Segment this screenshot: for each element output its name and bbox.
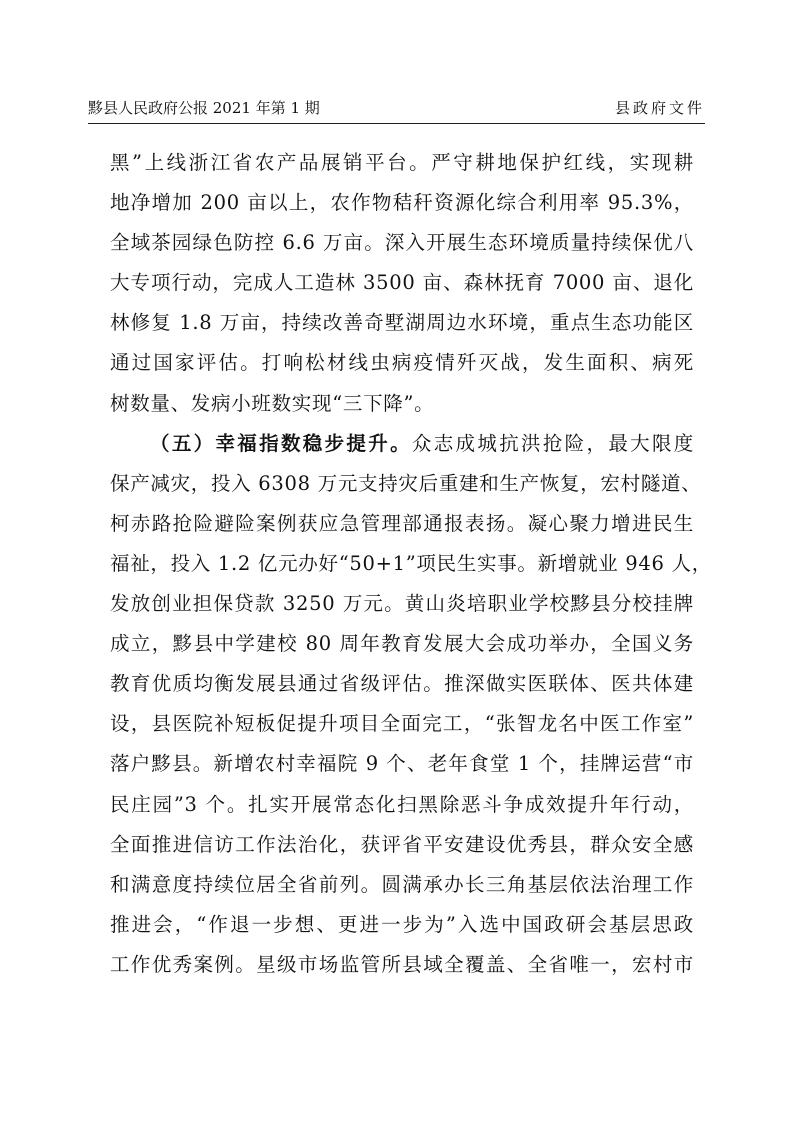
text-line: 黑”上线浙江省农产品展销平台。严守耕地保护红线，实现耕: [110, 151, 694, 174]
bulletin-title: 黟县人民政府公报 2021 年第 1 期: [88, 99, 320, 117]
section-heading-rest: 众志成城抗洪抢险，最大限度: [411, 431, 694, 455]
header-rule: [88, 123, 705, 124]
text-line: 林修复 1.8 万亩，持续改善奇墅湖周边水环境，重点生态功能区: [110, 311, 694, 335]
document-category: 县政府文件: [614, 99, 705, 117]
text-line: 福祉，投入 1.2 亿元办好“50+1”项民生实事。新增就业 946 人，: [110, 551, 712, 575]
text-line: 设，县医院补短板促提升项目全面完工，“张智龙名中医工作室”: [110, 712, 694, 736]
document-body: [110, 143, 712, 985]
text-line: 成立，黟县中学建校 80 周年教育发展大会成功举办，全国义务: [110, 632, 694, 656]
text-line: 和满意度持续位居全省前列。圆满承办长三角基层依法治理工作: [110, 872, 694, 896]
section-heading-line: [110, 424, 694, 464]
text-line: 树数量、发病小班数实现“三下降”。: [110, 391, 435, 415]
text-line: 全面推进信访工作法治化，获评省平安建设优秀县，群众安全感: [110, 832, 694, 856]
text-line: 民庄园”3 个。扎实开展常态化扫黑除恶斗争成效提升年行动，: [110, 792, 694, 816]
text-line: 落户黟县。新增农村幸福院 9 个、老年食堂 1 个，挂牌运营“市: [110, 752, 694, 776]
text-line: 教育优质均衡发展县通过省级评估。推深做实医联体、医共体建: [110, 672, 694, 696]
section-heading: （五）幸福指数稳步提升。: [150, 431, 412, 455]
text-line: 全域茶园绿色防控 6.6 万亩。深入开展生态环境质量持续保优八: [110, 231, 694, 255]
text-line: 柯赤路抢险避险案例获应急管理部通报表扬。凝心聚力增进民生: [110, 511, 694, 535]
page-header: [88, 96, 705, 120]
text-line: 发放创业担保贷款 3250 万元。黄山炎培职业学校黟县分校挂牌: [110, 592, 694, 616]
text-line: 通过国家评估。打响松材线虫病疫情歼灭战，发生面积、病死: [110, 351, 694, 375]
text-line: 大专项行动，完成人工造林 3500 亩、森林抚育 7000 亩、退化: [110, 271, 694, 295]
text-line: 工作优秀案例。星级市场监管所县域全覆盖、全省唯一，宏村市: [110, 952, 694, 976]
text-line: 地净增加 200 亩以上，农作物秸秆资源化综合利用率 95.3%，: [110, 191, 694, 215]
text-line: 保产减灾，投入 6308 万元支持灾后重建和生产恢复，宏村隧道、: [110, 471, 702, 495]
text-line: 推进会，“作退一步想、更进一步为”入选中国政研会基层思政: [110, 912, 694, 936]
